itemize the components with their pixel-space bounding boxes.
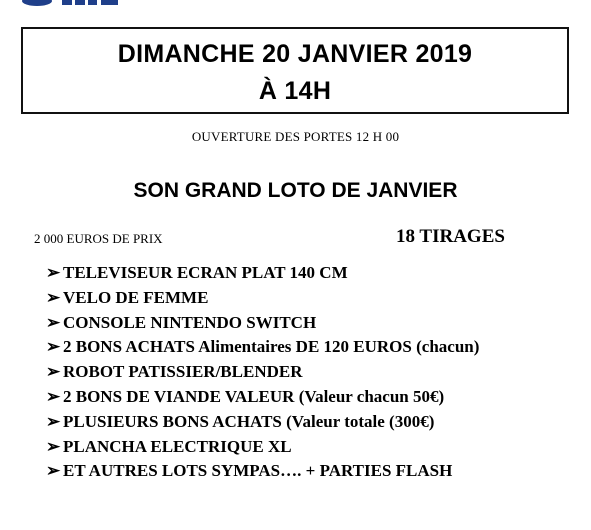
- event-date: DIMANCHE 20 JANVIER 2019: [117, 40, 473, 68]
- prize-item: [46, 410, 586, 435]
- prize-item-label: ROBOT PATISSIER/BLENDER: [63, 362, 303, 382]
- arrow-bullet-icon: ➢: [46, 263, 61, 282]
- prize-item-label: ET AUTRES LOTS SYMPAS…. + PARTIES FLASH: [63, 461, 453, 481]
- arrow-bullet-icon: ➢: [46, 386, 61, 406]
- prize-item-label: TELEVISEUR ECRAN PLAT 140 CM: [63, 263, 348, 282]
- event-time: À 14H: [258, 77, 332, 105]
- prize-item: [46, 360, 586, 385]
- arrow-bullet-icon: ➢: [46, 461, 61, 481]
- arrow-bullet-icon: ➢: [46, 312, 61, 332]
- prize-item: [46, 261, 586, 286]
- prize-item: [46, 335, 586, 360]
- prize-item: [46, 286, 586, 311]
- prize-list: [46, 261, 586, 484]
- doors-opening-time: OUVERTURE DES PORTES 12 H 00: [191, 129, 400, 144]
- prize-item: [46, 459, 586, 484]
- prize-item-label: 2 BONS ACHATS Alimentaires DE 120 EUROS (chacun): [63, 337, 480, 357]
- loto-headline: SON GRAND LOTO DE JANVIER: [133, 179, 458, 202]
- prize-item: [46, 311, 586, 336]
- prize-total: 2 000 EUROS DE PRIX: [34, 231, 163, 246]
- prize-item-label: CONSOLE NINTENDO SWITCH: [63, 312, 317, 332]
- draw-count: 18 TIRAGES: [396, 226, 505, 247]
- arrow-bullet-icon: ➢: [46, 337, 61, 357]
- arrow-bullet-icon: ➢: [46, 411, 61, 431]
- prize-item-label: 2 BONS DE VIANDE VALEUR (Valeur chacun 50€): [63, 386, 445, 406]
- prize-item: [46, 385, 586, 410]
- arrow-bullet-icon: ➢: [46, 362, 61, 382]
- arrow-bullet-icon: ➢: [46, 436, 61, 456]
- partial-logo-graphic: [15, 0, 125, 8]
- prize-item-label: VELO DE FEMME: [63, 287, 209, 307]
- event-date-box: [21, 27, 569, 114]
- prize-item-label: PLANCHA ELECTRIQUE XL: [63, 436, 292, 456]
- prize-item: [46, 435, 586, 460]
- prize-item-label: PLUSIEURS BONS ACHATS (Valeur totale (300€): [63, 411, 435, 431]
- arrow-bullet-icon: ➢: [46, 287, 61, 307]
